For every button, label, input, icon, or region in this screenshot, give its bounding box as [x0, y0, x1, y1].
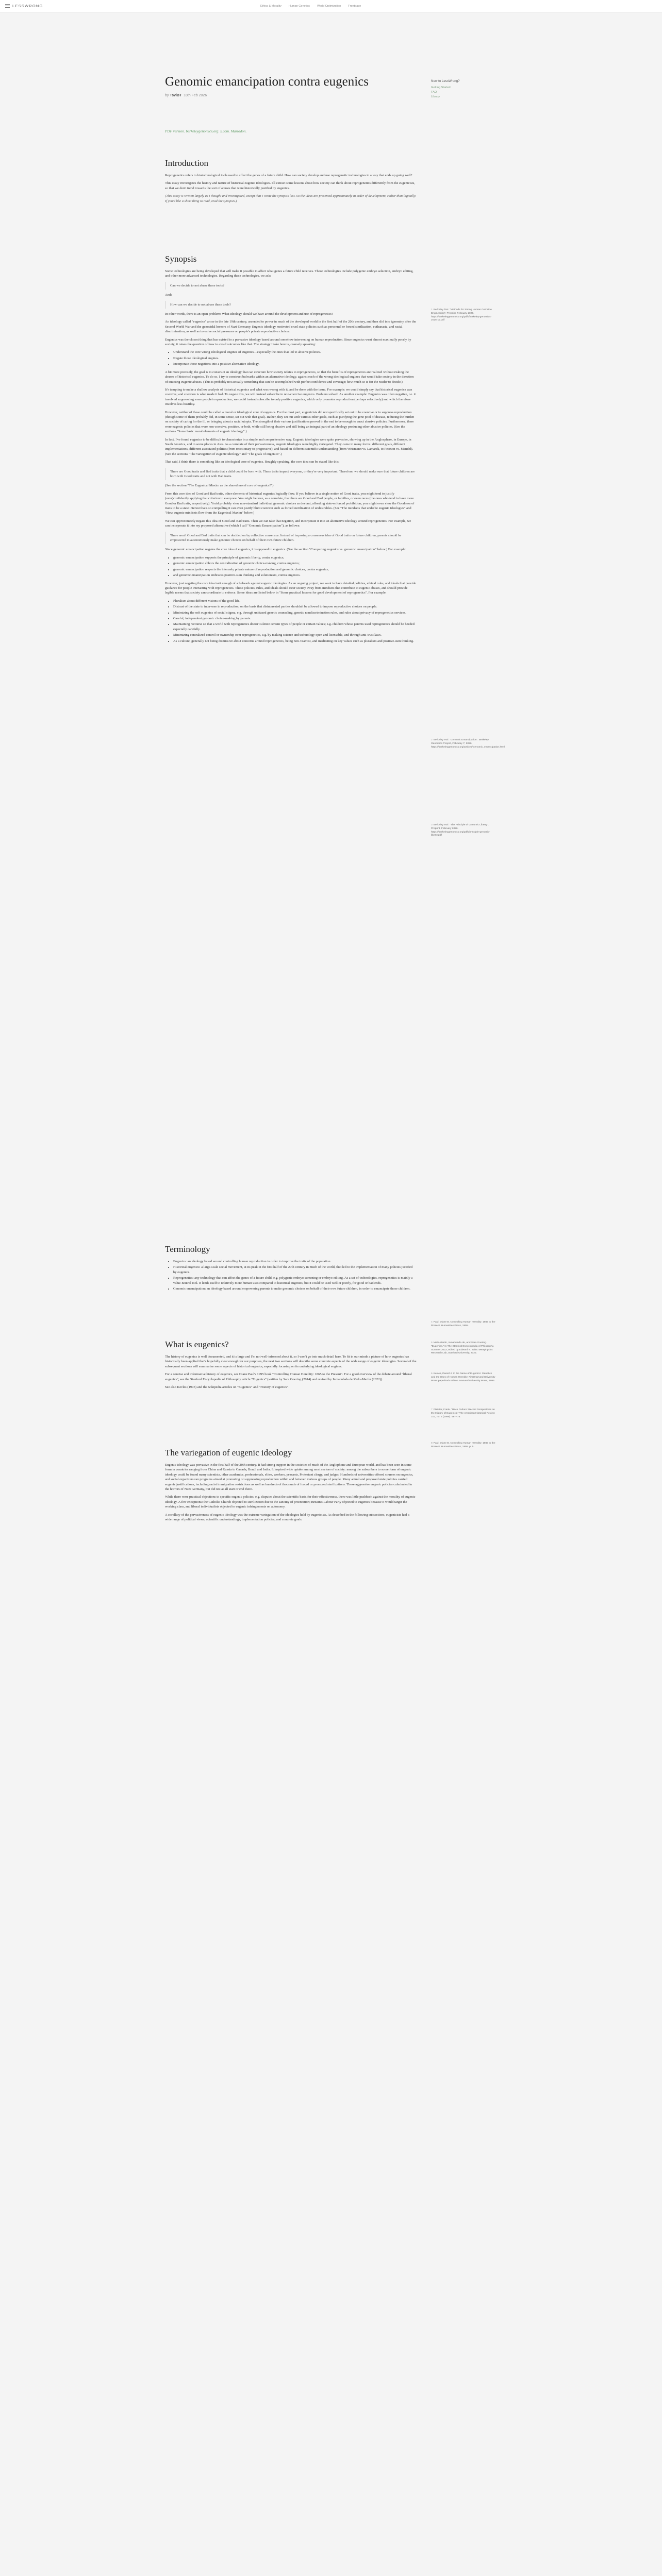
comparison-item: • and genomic emancipation embraces positive-sum thinking and solutionism, contra eugenics. [173, 573, 417, 578]
footnote-number[interactable]: 6 [431, 1372, 433, 1375]
variegation-p1: Eugenic ideology was pervasive in the first half of the 20th century. It had strong support in the societies of much of the Anglophone and European world, and has been seen in some form in countries ranging from China and Russia to Canada, Brazil and India. It inspired wide uptake among most sectors of society: among the subscribers to some form of eugenic ideology could be found many scientists, other academics, professionals, elites, workers, peasants, Protestant clergy, and judges. Hundreds of universities offered courses on eugenics, and social organizers ran programs aimed at promoting or suppressing reproduction within and between various groups of people. Many actual and proposed state policies carried eugenic justifications, including racist immigration restrictions as well as hundreds of thousands of forced or pressured sterilizations. These aggressive eugenic policies culminated in the horrors of Nazi Germany, but did not at all start or end there. [165, 1463, 413, 1492]
synopsis-p5: A bit more precisely, the goal is to construct an ideology that can structure how society relates to reprogenetics, so that the benefits of reprogenetics are realized without risking the abuses of historical eugenics. To do so, I try to construct bulwarks within an alternative ideology, against each of the wrong ideological engines that would take society in the direction of enacting eugenic abuses. (This is probably not actually something that can be accomplished with perfect confidence and coverage; how much so is for the reader to decide.) [165, 370, 414, 384]
footnote-number[interactable]: 1 [431, 309, 433, 311]
tag-ethics[interactable]: Ethics & Morality [260, 5, 282, 8]
lesson-item: • Distrust of the state to intervene in reproduction, on the basis that disinterested parties shouldn't be allowed to impose reproductive choices on people. [173, 604, 417, 609]
strategy-item: • Negate those ideological engines. [173, 356, 417, 361]
intro-p1: Reprogenetics refers to biotechnological tools used to affect the genes of a future child. How can society develop and use reprogenetic technologies in a way that ends up going well? [165, 174, 412, 177]
synopsis-p8: In fact, I've found eugenics to be difficult to characterize in a simple and comprehensive way. Eugenic ideologies were quite pervasive, showing up in the Anglosphere, in Europe, in South America, and in some places in Asia. As a correlate of their pervasiveness, eugenic ideologies were highly variegated. They came in many forms: different goals, different implementations, different associated politics (from reactionary to progressive), and based on different scientific understanding (from Weismann vs. Lamarck, to Pearson vs. Mendel). (See the sections "The variegation of eugenic ideology" and "The goals of eugenics".) [165, 437, 413, 456]
terminology-list [165, 1259, 417, 1291]
toc-item-library[interactable]: Library [431, 95, 440, 98]
intro-p2: This essay investigates the history and nature of historical eugenic ideologies. I'll extract some lessons about how society can think about reprogenetics differently from the eugenicists, so that we don't trend towards the sort of abuses that were historically justified by eugenics. [165, 181, 416, 190]
footnote [431, 824, 495, 838]
footnote-number[interactable]: 4 [431, 1321, 433, 1324]
strategy-item: • Understand the core wrong ideological engines of eugenics—especially the ones that led to abusive policies. [173, 350, 417, 354]
synopsis-p13: Since genomic emancipation negates the core idea of eugenics, it is opposed to eugenics. (See the section "Comparing eugenics vs. genomic emancipation" below.) For example: [165, 548, 406, 552]
synopsis-p2: In other words, there is an open problem: What ideology should we have around the development and use of reprogenetics? [165, 312, 334, 316]
synopsis-p6: It's tempting to make a shallow analysis of historical eugenics and what was wrong with it, and be done with the issue. For example: we could simply say that historical eugenics was coercive; and coercion is what made it bad. To negate this, we will instead subscribe to non-coercive eugenics. Problem solved! As another example: Eugenics was often negative, i.e. it involved suppressing some people's reproduction; we could instead subscribe to only positive eugenics, which only promotes reproduction (perhaps selectively) and which therefore involves less hostility. [165, 387, 416, 406]
term-item: • Historical eugenics: a large-scale social movement, at its peak in the first half of the 20th century in much of the world, that led to the implementation of many policies justified by eugenics. [173, 1265, 417, 1275]
comparison-item: • genomic emancipation abhors the centralization of genomic choice-making, contra eugenics; [173, 561, 417, 566]
synopsis-and: And: [165, 293, 172, 297]
sidebar-toc [431, 79, 492, 100]
toc-item-getting-started[interactable]: Getting Started [431, 86, 451, 89]
post-date: 18th Feb 2026 [184, 94, 207, 97]
tag-world-optimization[interactable]: World Optimization [317, 5, 341, 8]
variegation-p3: A corollary of the pervasiveness of eugenic ideology was the extreme variegation of the ideologies held by eugenicists. As described in the following subsections, eugenicists had a wide range of political views, scientific understandings, implementation policies, and concrete goals. [165, 1513, 409, 1522]
synopsis-section [165, 253, 417, 647]
footnote-text: Kevles, Daniel J. In the Name of Eugenics: Genetics and the Uses of Human Heredity. First Harvard University Press paperback edition. Harvard University Press, 1995. [431, 1372, 495, 1382]
lessons-list [165, 599, 417, 643]
footnote [431, 1442, 495, 1449]
lesson-item: • Minimizing the soft eugenics of social stigma, e.g. through unbiased genetic counseling, genetic nondiscrimination rules, and rules about privacy of reprogenetics services. [173, 611, 417, 615]
footnote-number[interactable]: 8 [431, 1442, 433, 1445]
byline: by TsviBT 18th Feb 2026 [165, 94, 207, 97]
synopsis-p12: We can approximately negate this idea of Good and Bad traits. Then we can take that negation, and incorporate it into an alternative ideology around reprogenetics. For example, we can incorporate it into my proposed alternative (which I call "Genomic Emancipation"), as follows: [165, 519, 411, 528]
lesson-item: • Maintaining recourse so that a world with reprogenetics doesn't silence certain types of people or certain values; e.g. children whose parents used reprogenetics should be heeded especially carefully. [173, 622, 417, 632]
term-item: • Reprogenetics: any technology that can affect the genes of a future child, e.g. polygenic embryo screening or embryo editing. As a set of technologies, reprogenetics is mainly a value-neutral tool. It lends itself to relatively more human uses compared to historical eugenics, but it could be used well or poorly, for good or bad ends. [173, 1276, 417, 1285]
synopsis-q1: Can we decide to not abuse these tools? [165, 282, 417, 290]
footnote-number[interactable]: 2 [431, 739, 433, 741]
footnote [431, 1372, 495, 1383]
footnote-text: Berkeley Tsvi. "The Principle of Genomic Liberty". Preprint, February 2026. https://berkeleygenomics.org/pdfs/principle-genomic-liberty.pdf [431, 824, 490, 837]
post-body [165, 74, 417, 1522]
pdf-link[interactable]: PDF version. berkeleygenomics.org. x.com. Mastodon. [165, 129, 247, 133]
comparison-item: • genomic emancipation supports the principle of genomic liberty, contra eugenics; [173, 555, 417, 560]
toc-item-faq[interactable]: FAQ [431, 91, 437, 94]
footnote-text: Berkeley Tsvi. "Methods for Strong Human Germline Engineering". Preprint, February 2026. https://berkeleygenomics.org/pdfs/berkeley-genomics-2025-12.pdf [431, 309, 492, 322]
post-title: Genomic emancipation contra eugenics [165, 75, 369, 89]
variegation-heading: The variegation of eugenic ideology [165, 1448, 292, 1458]
footnote-text: Dikötter, Frank. "Race Culture: Recent Perspectives on the History of Eugenics." The American Historical Review 103, no. 2 (1998): 467–78. [431, 1409, 495, 1418]
comparison-list [165, 555, 417, 578]
footnote [431, 309, 495, 323]
toc-title: New to LessWrong? [431, 79, 460, 83]
emancipation-quote: There aren't Good and Bad traits that can be decided on by collective consensus. Instead of imposing a consensus idea of Good traits on future children, parents should be empowered to autonomously make genomic choices on behalf of their own future children. [165, 532, 417, 545]
strategy-item: • Incorporate those negations into a positive alternative ideology. [173, 362, 417, 366]
terminology-section [165, 1244, 417, 1294]
intro-p3: (This essay is written largely as I thought and investigated, except that I wrote the synopsis last. So the ideas are presented approximately in order of development, rather than logically. If you'd like a short thing to read, read the synopsis.) [165, 194, 416, 203]
what-is-eugenics-section [165, 1339, 417, 1393]
what-p1: The history of eugenics is well documented, and it is large and I'm not well-informed about it, so I won't go into much detail here. To fit in our minds a picture of how eugenics has historically been applied that's hopefully clear enough for our purposes, the next two sections will describe some concrete aspects of the wide range of eugenic ideologies. Several of the subsequent sections will summarize some aspects of historical eugenics, especially focusing on its underlying ideological engines. [165, 1355, 417, 1368]
footnote-text: Melo-Martín, Inmaculada de, and Sara Goering. "Eugenics." In The Stanford Encyclopedia of Philosophy, Summer 2022, edited by Edward N. Zalta. Metaphysics Research Lab, Stanford University, 2022. [431, 1342, 494, 1355]
synopsis-p3: An ideology called "eugenics" arose in the late 19th century, ascended to power in much of the developed world in the first half of the 20th century, and then slid into ignominy after the Second World War and the genocidal horrors of Nazi Germany. Eugenic ideology motivated cruel state policies such as personnel or forced sterilization, euthanasia, and racial discrimination, as well as invasive social pressures on people's private reproductive choices. [165, 320, 417, 334]
comparison-item: • genomic emancipation respects the intensely private nature of reproduction and genomic choices, contra eugenics; [173, 567, 417, 572]
site-name[interactable]: LESSWRONG [12, 4, 43, 8]
synopsis-p11: From this core idea of Good and Bad traits, other elements of historical eugenics logically flow. If you believe in a single notion of Good traits, you might tend to justify (over)confidently applying that criterion to everyone. You might believe, as a correlate, that there are Good and Bad people, or families, or even races (the ones who tend to have more Good or Bad traits, respectively). You'd probably view non-standard individual genomic choices as deviant, affording state-enforced prohibition; you might even view the Goodness of traits to be a state interest that's so compelling it can even justify blunt coercion such as forced sterilization of undesirables. (See "The mindsets that underlie eugenic ideologies" and "How eugenic mindsets flow from the Eugenical Maxim" below.) [165, 492, 415, 515]
term-item: • Eugenics: an ideology based around controlling human reproduction in order to improve the traits of the population. [173, 1259, 417, 1264]
footnote-text: Paul, Diane B. Controlling Human Heredity: 1865 to the Present. Humanities Press, 1995. [431, 1321, 495, 1327]
footnote [431, 739, 505, 749]
variegation-p2: While there were practical objections to specific eugenic policies, e.g. disputes about the scientific basis for their effectiveness, there was little pushback against the morality of eugenic ideology. A few exceptions: the Catholic Church objected to sterilization due to the sanctity of procreation; Britain's Labour Party objected to eugenics because it would target the working class, and liberal individualists objected to eugenic infringements on autonomy. [165, 1495, 416, 1509]
top-bar [0, 0, 662, 12]
lesson-item: • As a culture, generally not being dismissive about concerns around reprogenetics, being non-Teamist, and meditating on key values such as pluralism and positive-sum thinking. [173, 639, 417, 643]
what-heading: What is eugenics? [165, 1340, 229, 1349]
tag-frontpage[interactable]: Frontpage [348, 5, 361, 8]
tag-nav [260, 0, 361, 12]
lesson-item: • Careful, independent genomic choice-making by parents. [173, 616, 417, 621]
footnote [431, 1321, 495, 1328]
footnote-number[interactable]: 5 [431, 1342, 433, 1344]
lesson-item: • Minimizing centralized control or ownership over reprogenetics, e.g. by making science and technology open and licensable, and through anti-trust laws. [173, 633, 417, 637]
variegation-section [165, 1447, 417, 1525]
synopsis-p7: However, neither of these could be called a moral or ideological core of eugenics. For the most part, eugenicists did not specifically set out to be coercive or to suppress reproduction (though some of them probably did, in some sense, set out with that goal). Rather, they set out with various other goals, such as purifying the gene pool of disease, reducing the burden on society of caring for the ill, or bringing about a racial utopia. The strength of their various justifications proved in the end to be enough to enact abusive policies. Furthermore, there were eugenic policies that were non-coercive, positive, or both, while still being abusive and still being an integral part of an ideology producing other abusive policies. (See the sections "Some basic moral elements of eugenic ideology".) [165, 410, 415, 434]
lesson-item: • Pluralism about different visions of the good life. [173, 599, 417, 603]
intro-section [165, 158, 417, 207]
synopsis-p9: That said, I think there is something like an ideological core of eugenics. Roughly speaking, the core idea can be stated like this: [165, 460, 340, 464]
synopsis-p10: (See the section "The Eugenical Maxim as the shared moral core of eugenics?") [165, 484, 274, 488]
tag-human-genetics[interactable]: Human Genetics [288, 5, 310, 8]
intro-heading: Introduction [165, 158, 209, 168]
what-p2: For a concise and informative history of eugenics, see Diane Paul's 1995 book "Controlling Human Heredity: 1865 to the Present". For a good overview of the debate around "liberal eugenics", see the Stanford Encyclopedia of Philosophy article "Eugenics" (written by Sara Goering (2014) and revised by Inmaculada de Melo-Martín (2022)). [165, 1372, 412, 1381]
site-brand[interactable] [5, 4, 43, 8]
synopsis-q2: How can we decide to not abuse these tools? [165, 301, 417, 309]
footnote [431, 1409, 495, 1419]
core-quote: There are Good traits and Bad traits that a child could be born with. These traits impact everyone, or they're very important. Therefore, we should make sure that future children are born with Good traits and not with Bad traits. [165, 468, 417, 481]
synopsis-p1: Some technologies are being developed that will make it possible to affect what genes a future child receives. These technologies include polygenic embryo selection, embryo editing, and other more advanced technologies. Regarding these technologies, we ask: [165, 269, 413, 278]
footnote-number[interactable]: 3 [431, 824, 433, 826]
synopsis-p14: However, just negating the core idea isn't enough of a bulwark against eugenic ideologies. As an ongoing project, we want to have detailed policies, ethical rules, and ideals that provide guidance for people interacting with reprogenetics. These policies, rules, and ideals should steer society away from mindsets that contribute to eugenic abuses, and should provide legible norms that society can coordinate to enforce. Some ideas are listed below in "Some practical lessons for good development of reprogenetics". For example: [165, 581, 416, 595]
footnote-number[interactable]: 7 [431, 1409, 433, 1411]
footnote-text: Paul, Diane B. Controlling Human Heredity: 1865 to the Present. Humanities Press, 1995. p. 5. [431, 1442, 495, 1448]
synopsis-heading: Synopsis [165, 254, 197, 264]
what-p3: See also Kevles (1995) and the wikipedia articles on "Eugenics" and "History of eugenics". [165, 1385, 290, 1389]
footnote [431, 1342, 495, 1355]
author-link[interactable]: TsviBT [170, 94, 182, 97]
terminology-heading: Terminology [165, 1244, 210, 1254]
menu-icon[interactable] [5, 4, 10, 8]
footnote-text: Berkeley Tsvi. "Genomic Emancipation". Berkeley Genomics Project, February 7, 2026. https://berkeleygenomics.org/articles/Genomic_emancipation.html [431, 739, 505, 749]
term-item: • Genomic emancipation: an ideology based around empowering parents to make genomic choices on behalf of their own future children, in order to emancipate those children. [173, 1286, 417, 1291]
synopsis-p4: Eugenics was the closest thing that has existed to a pervasive ideology based around somehow intervening on human reproduction. Since eugenics went almost maximally poorly by society, it raises the question of how to avoid outcomes like that. The strategy I take here is, coarsely speaking: [165, 337, 411, 347]
strategy-list [165, 350, 417, 366]
